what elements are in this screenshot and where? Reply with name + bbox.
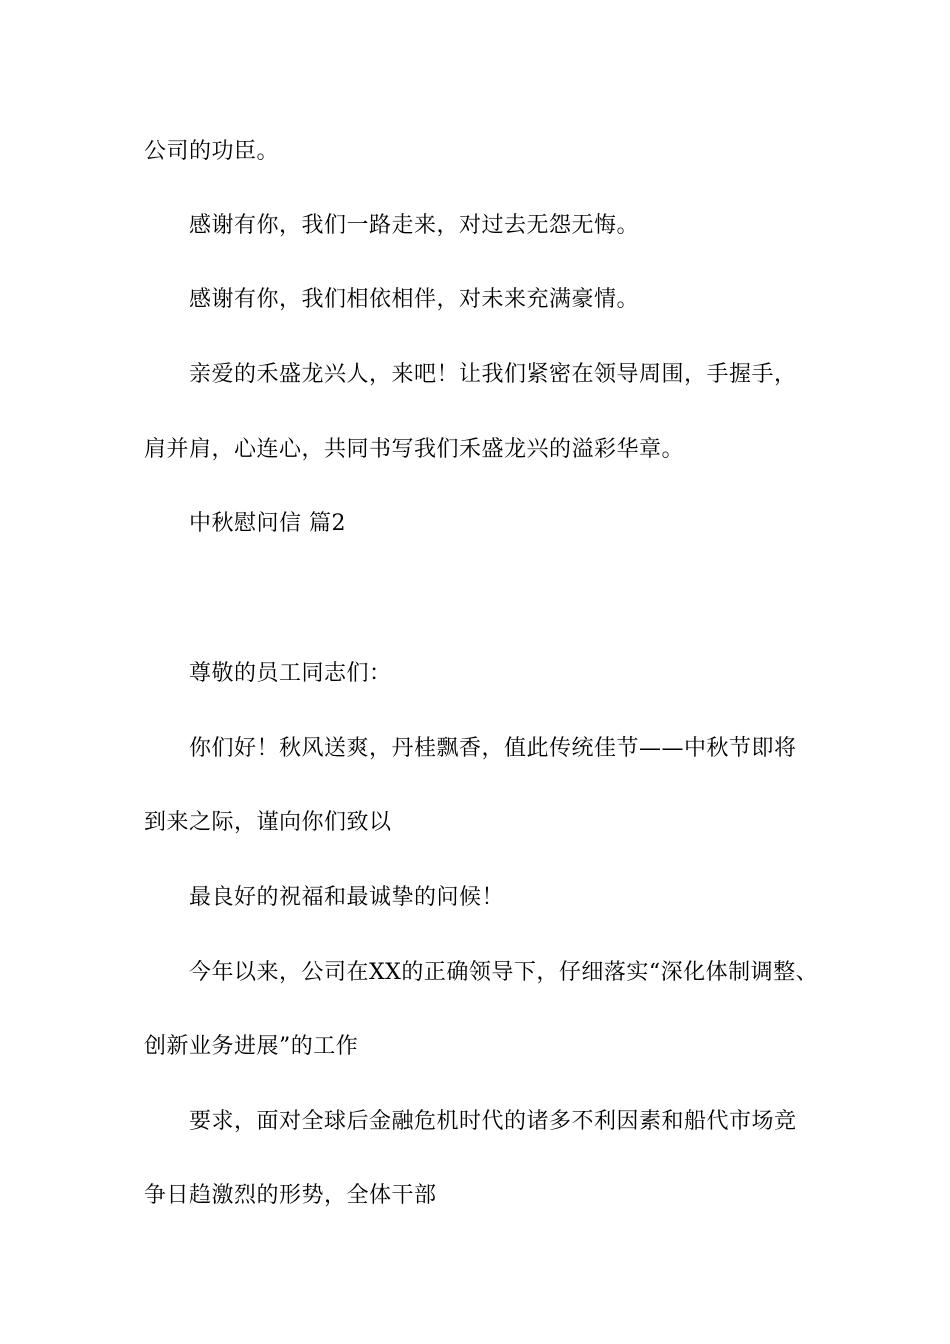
paragraph-line: 到来之际，谨向你们致以 — [144, 810, 392, 835]
salutation: 尊敬的员工同志们： — [189, 661, 392, 686]
paragraph-line: 肩并肩，心连心，共同书写我们禾盛龙兴的溢彩华章。 — [144, 437, 685, 462]
paragraph-line: 感谢有你，我们一路走来，对过去无怨无悔。 — [189, 213, 640, 238]
paragraph-line: 你们好！秋风送爽，丹桂飘香，值此传统佳节——中秋节即将 — [189, 736, 797, 761]
paragraph-line: 争日趋激烈的形势，全体干部 — [144, 1183, 437, 1208]
paragraph-line: 创新业务进展”的工作 — [144, 1034, 359, 1059]
paragraph-line: 今年以来，公司在XX的正确领导下，仔细落实“深化体制调整、 — [189, 960, 819, 985]
section-heading: 中秋慰问信 篇2 — [189, 511, 346, 536]
paragraph-line: 公司的功臣。 — [144, 139, 280, 164]
paragraph-line: 最良好的祝福和最诚挚的问候！ — [189, 885, 505, 910]
paragraph-line: 要求，面对全球后金融危机时代的诸多不利因素和船代市场竞 — [189, 1109, 797, 1134]
paragraph-line: 亲爱的禾盛龙兴人，来吧！让我们紧密在领导周围，手握手， — [189, 362, 797, 387]
paragraph-line: 感谢有你，我们相依相伴，对未来充满豪情。 — [189, 287, 640, 312]
